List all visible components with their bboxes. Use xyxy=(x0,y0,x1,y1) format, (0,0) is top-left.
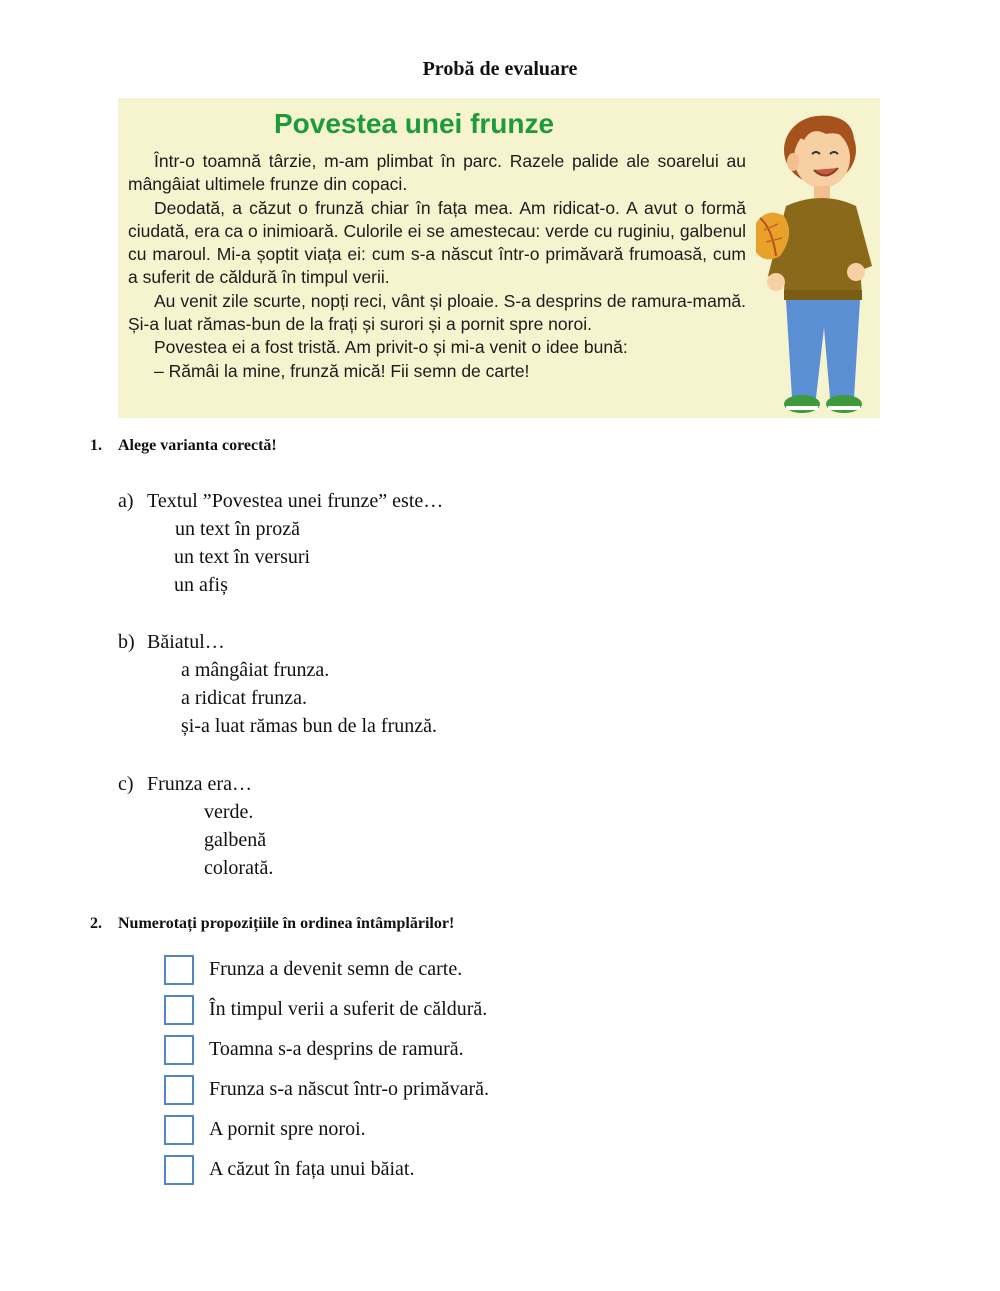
answer-option[interactable]: a ridicat frunza. xyxy=(181,687,308,709)
number-input-box[interactable] xyxy=(164,1155,194,1185)
question-letter: a) xyxy=(118,490,134,512)
answer-option[interactable]: colorată. xyxy=(204,857,274,879)
answer-option[interactable]: un text în versuri xyxy=(174,546,311,568)
exercise-instruction: Numerotați propozițiile în ordinea întâmplărilor! xyxy=(118,915,455,932)
answer-option[interactable]: și-a luat rămas bun de la frunză. xyxy=(181,715,438,737)
ordering-sentence: În timpul verii a suferit de căldură. xyxy=(209,998,488,1020)
answer-option[interactable]: un afiș xyxy=(174,574,228,596)
question-letter: c) xyxy=(118,773,134,795)
exercise-number: 2. xyxy=(90,915,102,932)
answer-option[interactable]: verde. xyxy=(204,801,254,823)
exercise-number: 1. xyxy=(90,437,102,454)
story-paragraph: Au venit zile scurte, nopți reci, vânt și ploaie. S-a desprins de ramura-mamă. Și-a luat rămas-bun de la frați și surori și a pornit spre noroi. xyxy=(128,290,746,335)
page-title: Probă de evaluare xyxy=(422,58,578,80)
question-b xyxy=(118,628,437,740)
question-prompt: Băiatul… xyxy=(147,631,225,653)
story-paragraph: Povestea ei a fost tristă. Am privit-o și mi-a venit o idee bună: xyxy=(154,337,628,358)
story-box xyxy=(118,98,880,418)
answer-option[interactable]: un text în proză xyxy=(175,518,300,540)
ordering-sentence: A căzut în fața unui băiat. xyxy=(209,1158,415,1180)
number-input-box[interactable] xyxy=(164,955,194,985)
question-c xyxy=(118,770,273,882)
story-title: Povestea unei frunze xyxy=(274,108,555,139)
question-a xyxy=(118,487,443,599)
story-paragraph: Deodată, a căzut o frunză chiar în fața mea. Am ridicat-o. A avut o formă ciudată, era ca o inimioară. Culorile ei se amestecau: verde cu ruginiu, galbenul cu maroul. Mi-a șoptit viața ei: cum s-a născut într-o primăvară frumoasă, cum a suferit de căldură în timpul verii. xyxy=(128,197,746,288)
story-paragraph: – Rămâi la mine, frunză mică! Fii semn de carte! xyxy=(154,360,530,381)
number-input-box[interactable] xyxy=(164,1035,194,1065)
story-text xyxy=(128,150,746,383)
ordering-sentence: Toamna s-a desprins de ramură. xyxy=(209,1038,464,1060)
ordering-sentence: A pornit spre noroi. xyxy=(209,1118,366,1140)
story-paragraph: Într-o toamnă târzie, m-am plimbat în parc. Razele palide ale soarelui au mângâiat ultimele frunze din copaci. xyxy=(128,151,746,195)
ordering-sentence: Frunza a devenit semn de carte. xyxy=(209,958,463,980)
question-letter: b) xyxy=(118,631,135,653)
number-input-box[interactable] xyxy=(164,995,194,1025)
question-prompt: Textul ”Povestea unei frunze” este… xyxy=(147,490,444,512)
exercise-1-heading xyxy=(90,437,277,455)
answer-option[interactable]: galbenă xyxy=(204,829,267,851)
exercise-2-heading xyxy=(90,915,454,933)
exercise-instruction: Alege varianta corectă! xyxy=(118,437,277,454)
answer-option[interactable]: a mângâiat frunza. xyxy=(181,659,330,681)
ordering-sentence: Frunza s-a născut într-o primăvară. xyxy=(209,1078,490,1100)
number-input-box[interactable] xyxy=(164,1115,194,1145)
number-input-box[interactable] xyxy=(164,1075,194,1105)
question-prompt: Frunza era… xyxy=(147,773,252,795)
boy-with-leaf-illustration xyxy=(756,106,880,418)
